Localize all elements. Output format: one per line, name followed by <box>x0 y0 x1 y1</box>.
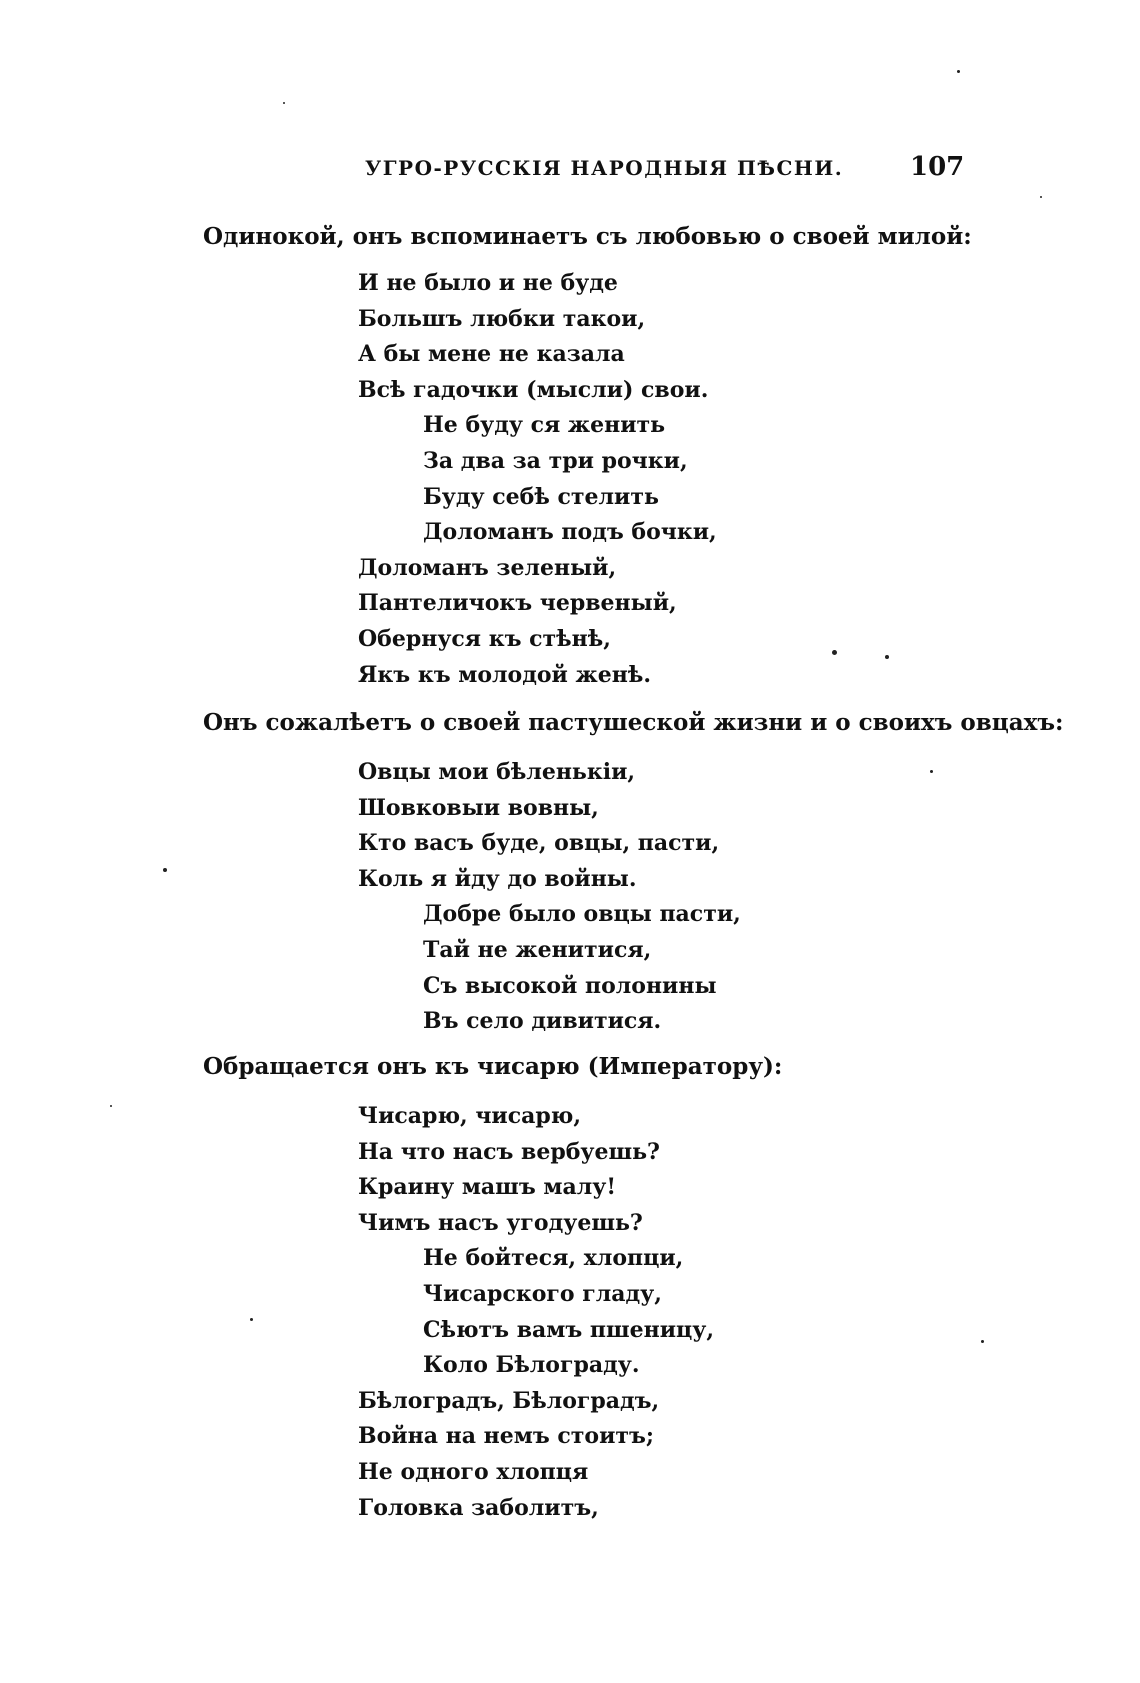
print-speck <box>163 868 167 872</box>
print-speck <box>981 1340 984 1343</box>
verse-line: Буду себѣ стелить <box>423 483 659 510</box>
verse-line: Сѣютъ вамъ пшеницу, <box>423 1316 715 1343</box>
print-speck <box>110 1105 112 1107</box>
print-speck <box>930 770 933 773</box>
verse-line: Чисарского гладу, <box>423 1281 662 1307</box>
page-number: 107 <box>910 152 965 182</box>
print-speck <box>832 650 837 655</box>
verse-line: Чисарю, чисарю, <box>358 1103 581 1129</box>
running-head: УГРО-РУССКІЯ НАРОДНЫЯ ПѢСНИ. <box>365 156 844 180</box>
verse-line: Въ село дивитися. <box>423 1008 662 1035</box>
verse-line: Доломанъ зеленый, <box>358 554 617 581</box>
print-speck <box>250 1318 253 1321</box>
verse-line: А бы мене не казала <box>358 341 625 368</box>
verse-line: Обернуся къ стѣнѣ, <box>358 626 611 652</box>
prose-paragraph: Онъ сожалѣетъ о своей пастушеской жизни и о своихъ овцахъ: <box>203 709 1064 736</box>
verse-line: Краину машъ малу! <box>358 1174 616 1201</box>
verse-line: Шовковыи вовны, <box>358 794 599 821</box>
verse-line: Добре было овцы пасти, <box>423 901 741 928</box>
verse-line: Пантеличокъ червеный, <box>358 590 677 617</box>
verse-line: Война на немъ стоитъ; <box>358 1423 655 1450</box>
print-speck <box>957 70 960 73</box>
verse-line: Не буду ся женить <box>423 412 666 439</box>
verse-line: Тай не женитися, <box>423 937 652 963</box>
verse-line: Всѣ гадочки (мысли) свои. <box>358 376 709 403</box>
print-speck <box>283 102 285 104</box>
prose-paragraph: Обращается онъ къ чисарю (Императору): <box>203 1053 783 1080</box>
verse-line: Большъ любки такои, <box>358 305 646 332</box>
verse-line: Головка заболитъ, <box>358 1494 599 1521</box>
verse-line: Доломанъ подъ бочки, <box>423 519 717 546</box>
prose-paragraph: Одинокой, онъ вспоминаетъ съ любовью о своей милой: <box>203 223 972 250</box>
verse-line: На что насъ вербуешь? <box>358 1138 660 1165</box>
verse-line: И не было и не буде <box>358 270 618 296</box>
verse-line: Якъ къ молодой женѣ. <box>358 661 651 688</box>
verse-line: Овцы мои бѣленькіи, <box>358 759 636 785</box>
verse-line: Бѣлоградъ, Бѣлоградъ, <box>358 1387 660 1414</box>
verse-line: Съ высокой полонины <box>423 972 717 999</box>
verse-line: Не одного хлопця <box>358 1459 589 1485</box>
print-speck <box>885 655 889 659</box>
print-speck <box>1040 196 1042 198</box>
verse-line: Не бойтеся, хлопци, <box>423 1245 684 1272</box>
verse-line: Кто васъ буде, овцы, пасти, <box>358 830 720 857</box>
verse-line: Коло Бѣлограду. <box>423 1352 640 1379</box>
verse-line: За два за три рочки, <box>423 448 688 474</box>
verse-line: Коль я йду до войны. <box>358 865 637 892</box>
verse-line: Чимъ насъ угодуешь? <box>358 1209 643 1236</box>
